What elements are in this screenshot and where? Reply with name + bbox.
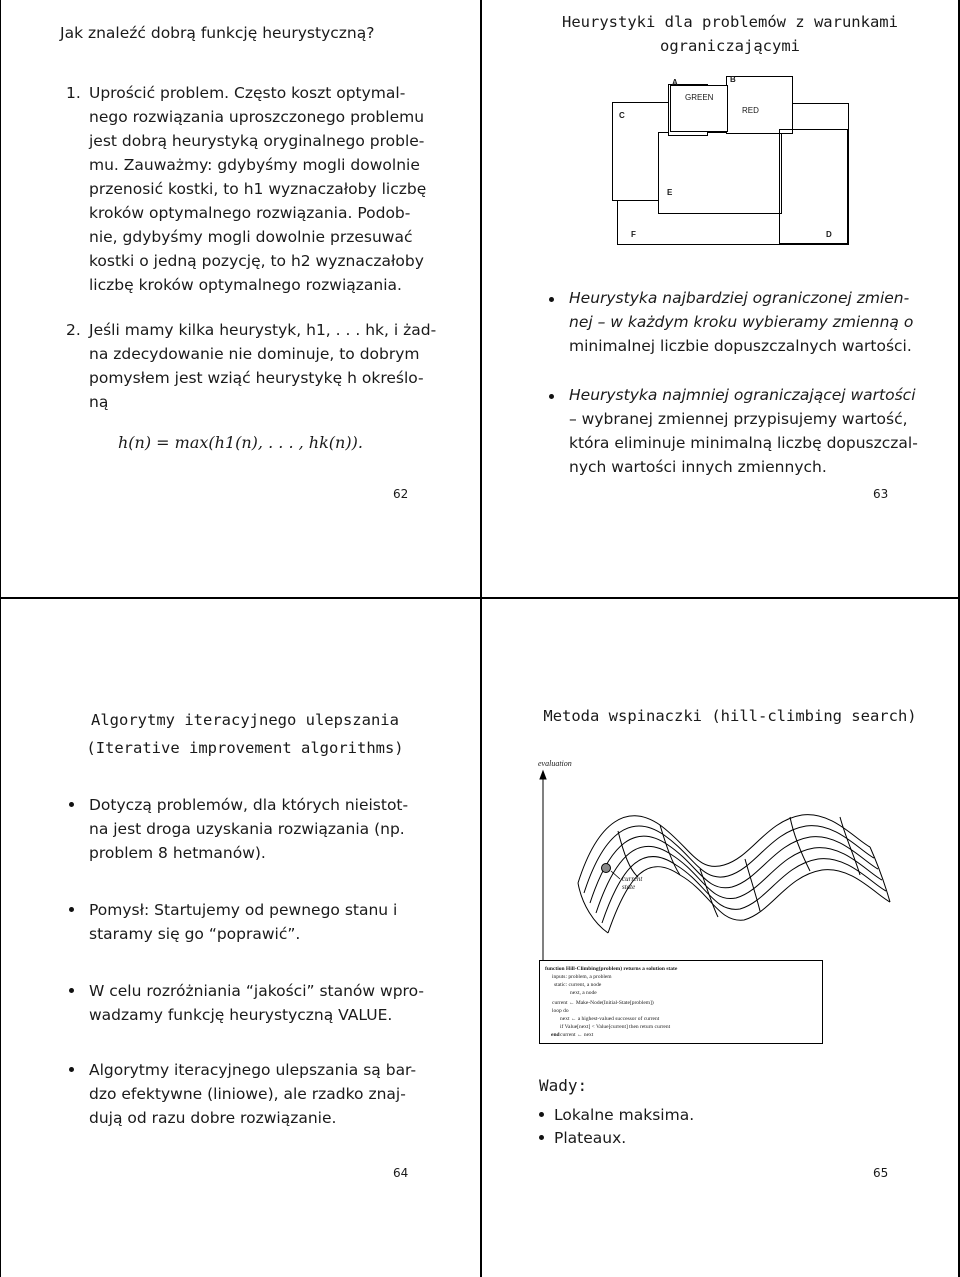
label-d: D [826,230,832,239]
bullet-line: wadzamy funkcję heurystyczną VALUE. [89,1006,393,1024]
label-b: B [730,75,736,84]
current-label-line: state [622,883,636,891]
landscape-curve [790,817,810,871]
code-line: next, a node [570,990,597,996]
label-e: E [667,188,673,197]
landscape-curve [578,883,608,933]
bullet-line: na jest droga uzyskania rozwiązania (np. [89,820,405,838]
item-1-line: mu. Zauważmy: gdybyśmy mogli dowolnie [89,156,420,174]
page-number-65: 65 [873,1166,889,1180]
bullet-line: dują od razu dobre rozwiązanie. [89,1109,337,1127]
slide-64-title-line: (Iterative improvement algorithms) [86,739,404,757]
code-line: function Hill-Climbing(problem) returns a solution state [545,966,678,972]
label-c: C [619,111,625,120]
axis-arrow [540,771,546,779]
landscape-svg [520,755,900,965]
landscape-curve [608,867,890,933]
bullet-line: dzo efektywne (liniowe), ale rzadko znaj- [89,1085,406,1103]
landscape-curve [590,836,878,903]
item-1-line: nego rozwiązania uproszczonego problemu [89,108,425,126]
slide-64-title-line: Algorytmy iteracyjnego ulepszania [91,711,399,729]
max-formula: h(n) = max(h1(n), . . . , hk(n)). [118,433,363,452]
label-f: F [631,230,636,239]
current-state-marker [602,864,611,873]
page-number-64: 64 [393,1166,409,1180]
code-line: inputs: problem, a problem [552,974,612,980]
drawback-text: Plateaux. [554,1129,627,1147]
hill-climbing-pseudocode-box [539,960,823,1044]
item-2-line: Jeśli mamy kilka heurystyk, h1, . . . hk, i żad- [89,321,437,339]
landscape-curve [602,856,886,923]
item-1-line: przenosić kostki, to h1 wyznaczałoby liczbę [89,180,427,198]
bullet-line-text: nej – w każdym kroku wybieramy zmienną o [569,313,914,331]
bullet-line: W celu rozróżniania “jakości” stanów wpro- [89,982,424,1000]
bullet-dot [69,1067,74,1072]
item-1-line: jest dobrą heurystyką oryginalnego proble- [89,132,425,150]
drawback-2 [554,1126,626,1150]
heuristic-bullet-2 [569,383,949,479]
heuristic-bullet-1 [569,286,949,358]
code-line: next ← a highest-valued successor of current [560,1016,660,1022]
bullet-line: nych wartości innych zmiennych. [569,458,827,476]
vertical-divider-top [480,0,482,598]
slide-63-title [520,10,940,58]
bullet-line: Heurystyka najbardziej ograniczonej zmien- [569,289,910,307]
region-e [658,132,782,214]
bullet-line: minimalnej liczbie dopuszczalnych wartości. [569,337,912,355]
bullet-dot [549,297,554,302]
item-2-text [89,318,469,414]
slide-63-title-line: ograniczającymi [660,37,800,55]
vertical-divider-bottom [480,598,482,1277]
current-label-line: current [622,875,643,883]
item-2-line: ną [89,393,109,411]
label-a: A [672,78,678,87]
code-line: current ← Make-Node(Initial-State[problem]) [552,1000,654,1006]
iterative-bullet-1 [89,793,469,865]
hill-climbing-landscape [520,755,900,965]
item-1-text [89,81,469,297]
slide-63-title-line: Heurystyki dla problemów z warunkami [562,13,898,31]
iterative-bullet-4 [89,1058,469,1130]
bullet-dot [69,802,74,807]
left-border [0,0,1,1277]
bullet-line: – wybranej zmiennej przypisujemy wartość, [569,410,908,428]
slide-62-title: Jak znaleźć dobrą funkcję heurystyczną? [60,24,375,42]
landscape-curve [578,815,870,883]
evaluation-axis-label: evaluation [538,759,572,768]
drawback-1 [554,1103,694,1127]
bullet-line: problem 8 hetmanów). [89,844,266,862]
code-line: static: current, a node [554,982,602,988]
drawback-text: Lokalne maksima. [554,1106,695,1124]
item-1-line: liczbę kroków optymalnego rozwiązania. [89,276,402,294]
bullet-line [569,310,949,334]
label-green: GREEN [685,93,714,102]
bullet-line: która eliminuje minimalną liczbę dopuszczal- [569,434,918,452]
bullet-dot [549,394,554,399]
bullet-line: Algorytmy iteracyjnego ulepszania są bar- [89,1061,417,1079]
code-line: if Value[next] < Value[current] then return current [560,1024,671,1030]
bullet-line: Heurystyka najmniej ograniczającej wartości [569,386,916,404]
iterative-bullet-2 [89,898,469,946]
item-2-number: 2. [66,321,81,339]
bullet-dot [539,1135,544,1140]
item-1-line: kroków optymalnego rozwiązania. Podob- [89,204,411,222]
item-1-line: Uprościć problem. Często koszt optymal- [89,84,406,102]
region-d [779,129,848,244]
current-state-label [622,875,642,891]
code-line-end: end [551,1032,560,1038]
item-1-line: nie, gdybyśmy mogli dowolnie przesuwać [89,228,413,246]
page-number-63: 63 [873,487,889,501]
slide-65-title: Metoda wspinaczki (hill-climbing search) [543,707,917,725]
code-line: current ← next [560,1032,594,1038]
slide-64-title [40,708,450,760]
wady-title: Wady: [539,1076,588,1095]
bullet-dot [69,988,74,993]
code-line: loop do [552,1008,569,1014]
item-2-line: pomysłem jest wziąć heurystykę h określo- [89,369,424,387]
label-red: RED [742,106,759,115]
iterative-bullet-3 [89,979,469,1027]
bullet-line: staramy się go “poprawić”. [89,925,301,943]
bullet-dot [539,1112,544,1117]
bullet-dot [69,907,74,912]
bullet-line: Pomysł: Startujemy od pewnego stanu i [89,901,398,919]
region-b-red [726,76,793,134]
page-number-62: 62 [393,487,409,501]
item-1-line: kostki o jedną pozycję, to h2 wyznaczałoby [89,252,424,270]
bullet-line: Dotyczą problemów, dla których nieistot- [89,796,409,814]
item-2-line: na zdecydowanie nie dominuje, to dobrym [89,345,420,363]
item-1-number: 1. [66,84,81,102]
